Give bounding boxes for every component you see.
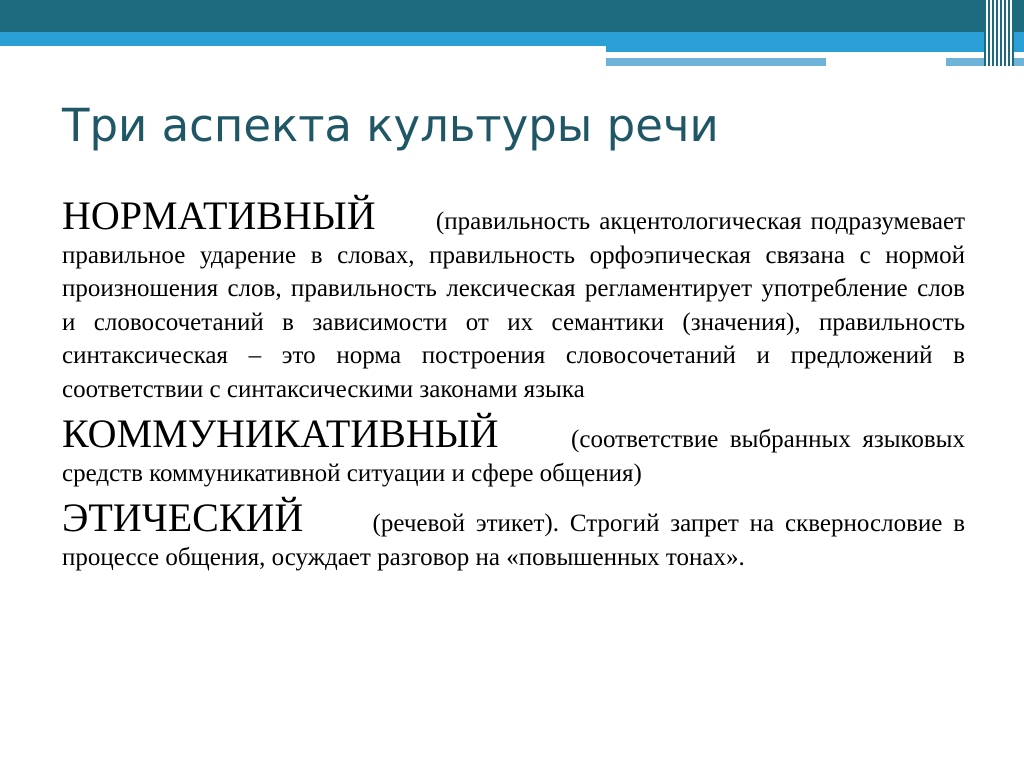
- aspect-term: НОРМАТИВНЫЙ: [62, 193, 427, 238]
- header-accent-line: [606, 46, 1024, 52]
- header-band-light: [0, 32, 1024, 46]
- slide-title: Три аспекта культуры речи: [62, 99, 719, 152]
- aspect-description: (речевой этикет). Строгий запрет на сквернословие в процессе общения, осуждает разговор на «повышенных тонах».: [62, 510, 965, 571]
- aspect-description: (соответствие выбранных языковых средств коммуникативной ситуации и сфере общения): [62, 426, 965, 487]
- aspect-description: (правильность акцентологическая подразумевает правильное ударение в словах, правильность орфоэпическая связана с нормой произношения слов, правильность лексическая регламентирует употребление слов и словосочетаний в зависимости от их семантики (значения), правильность синтаксическая – это норма построения словосочетаний и предложений в соответствии с синтаксическими законами языка: [62, 208, 966, 403]
- header-band-dark: [0, 0, 1024, 32]
- aspect-normative: [62, 193, 966, 406]
- slide-body: [62, 193, 966, 574]
- header-stripes: [984, 0, 1014, 66]
- aspect-term: КОММУНИКАТИВНЫЙ: [62, 411, 560, 456]
- aspect-communicative: [62, 411, 965, 490]
- aspect-term: ЭТИЧЕСКИЙ: [62, 495, 362, 540]
- header-accent-gap: [826, 58, 946, 66]
- aspect-ethical: [62, 495, 965, 574]
- header-accent-line-pale: [606, 58, 1024, 66]
